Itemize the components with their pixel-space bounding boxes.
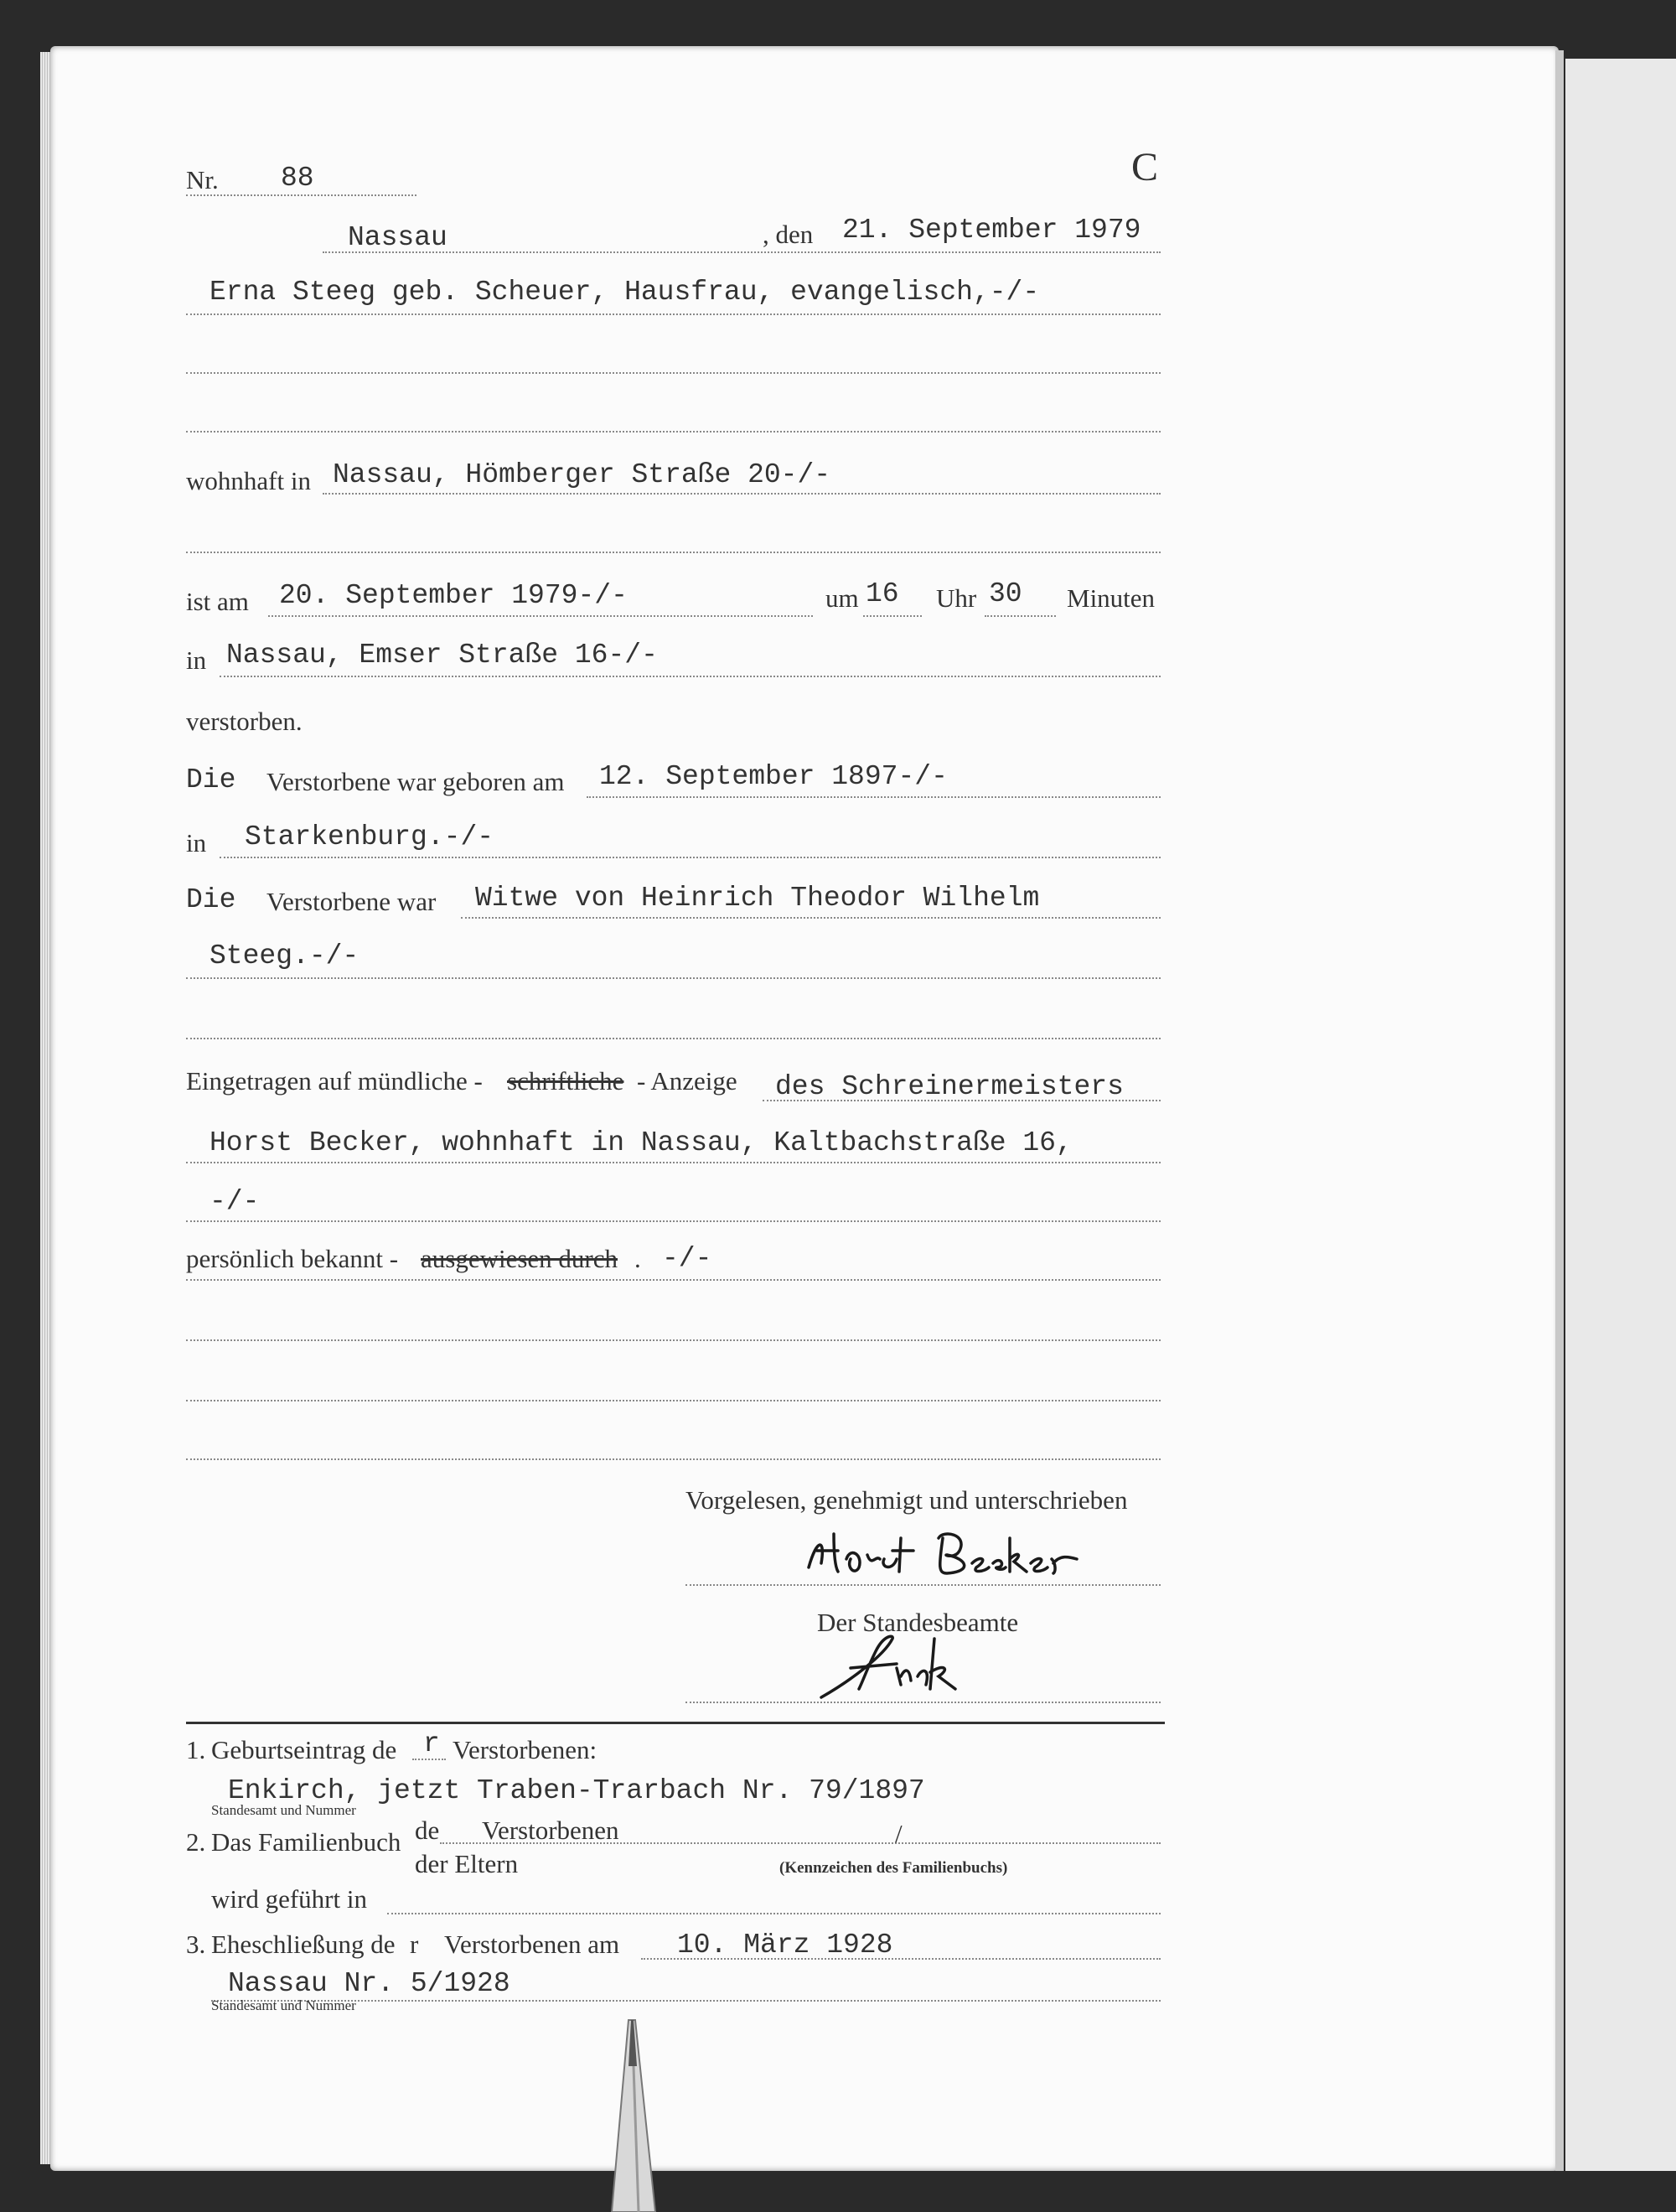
item3-fill: r bbox=[410, 1930, 419, 1959]
registration-value-1: des Schreinermeisters bbox=[775, 1071, 1124, 1102]
registration-line-1 bbox=[763, 1100, 1161, 1101]
birth-place-line bbox=[220, 857, 1161, 858]
death-hour: 16 bbox=[866, 578, 899, 609]
item3-number: 3. bbox=[186, 1930, 206, 1959]
item1-label-b: Verstorbenen: bbox=[453, 1735, 597, 1764]
item2-line bbox=[440, 1842, 1161, 1844]
death-date-value: 20. September 1979-/- bbox=[279, 580, 628, 611]
residence-line bbox=[323, 493, 1161, 495]
item2-number: 2. bbox=[186, 1827, 206, 1857]
registrar-signature-stroke bbox=[821, 1636, 955, 1697]
identity-line-1 bbox=[186, 1279, 1161, 1281]
identity-label-start: persönlich bekannt - bbox=[186, 1244, 399, 1273]
birth-date-value: 12. September 1897-/- bbox=[599, 761, 948, 792]
informant-signature-stroke bbox=[809, 1534, 1077, 1573]
standesamt-label-1: Standesamt und Nummer bbox=[211, 1802, 356, 1818]
name-line bbox=[186, 313, 1161, 315]
status-line-1 bbox=[461, 917, 1161, 919]
birth-die-label: Die bbox=[186, 764, 236, 795]
name-value: Erna Steeg geb. Scheuer, Hausfrau, evangelisch,-/- bbox=[210, 277, 1040, 308]
read-approved-label: Vorgelesen, genehmigt und unterschrieben bbox=[685, 1485, 1128, 1515]
ist-am-label: ist am bbox=[186, 587, 249, 616]
item2-wird: wird geführt in bbox=[211, 1884, 367, 1914]
form-letter: C bbox=[1131, 145, 1159, 189]
item1-fill-line bbox=[412, 1759, 446, 1760]
date-value: 21. September 1979 bbox=[842, 215, 1141, 246]
status-line-3 bbox=[186, 1038, 1161, 1039]
item2-label: Das Familienbuch bbox=[211, 1827, 401, 1857]
informant-signature bbox=[800, 1521, 1102, 1588]
item1-number: 1. bbox=[186, 1735, 206, 1764]
item2-kennzeichen: (Kennzeichen des Familienbuchs) bbox=[779, 1859, 1008, 1877]
identity-line-2 bbox=[186, 1339, 1161, 1341]
birth-place-value: Starkenburg.-/- bbox=[245, 821, 494, 852]
footer-divider bbox=[186, 1722, 1165, 1724]
item1-label-a: Geburtseintrag de bbox=[211, 1735, 397, 1764]
uhr-label: Uhr bbox=[936, 583, 977, 613]
birth-in-label: in bbox=[186, 828, 207, 857]
um-label: um bbox=[825, 583, 859, 613]
verstorben-label: verstorben. bbox=[186, 707, 303, 736]
registration-label-start: Eingetragen auf mündliche - bbox=[186, 1066, 483, 1096]
hour-line bbox=[863, 615, 922, 617]
page-edge bbox=[1555, 50, 1564, 2171]
birth-date-line bbox=[587, 796, 1161, 798]
item2-eltern: der Eltern bbox=[415, 1849, 519, 1878]
item2-de: de bbox=[415, 1816, 440, 1845]
nr-value: 88 bbox=[281, 163, 314, 194]
status-text-label: Verstorbene war bbox=[266, 887, 437, 916]
registrar-signature-line bbox=[685, 1702, 1161, 1703]
death-place-line bbox=[220, 676, 1161, 677]
item3-label-b: Verstorbenen am bbox=[444, 1930, 620, 1959]
den-label: , den bbox=[763, 220, 814, 249]
registration-value-2: Horst Becker, wohnhaft in Nassau, Kaltbachstraße 16, bbox=[210, 1127, 1073, 1158]
item2-fill: Verstorbenen bbox=[482, 1816, 619, 1845]
place-value: Nassau bbox=[348, 222, 447, 253]
informant-signature-line bbox=[685, 1584, 1161, 1586]
status-value-1: Witwe von Heinrich Theodor Wilhelm bbox=[475, 883, 1040, 914]
registration-line-3 bbox=[186, 1220, 1161, 1222]
item3-label-a: Eheschließung de bbox=[211, 1930, 396, 1959]
identity-dot: . bbox=[634, 1244, 641, 1273]
identity-line-4 bbox=[186, 1458, 1161, 1460]
birth-text-label: Verstorbene war geboren am bbox=[266, 767, 565, 796]
facing-page bbox=[1565, 59, 1676, 2171]
name-line-3 bbox=[186, 431, 1161, 433]
status-value-2: Steeg.-/- bbox=[210, 940, 360, 971]
registration-value-3: -/- bbox=[210, 1186, 260, 1217]
item1-fill: r bbox=[423, 1728, 440, 1759]
residence-label: wohnhaft in bbox=[186, 466, 311, 495]
status-die-label: Die bbox=[186, 884, 236, 915]
item2-slash: / bbox=[895, 1819, 903, 1848]
item2-wird-line bbox=[387, 1913, 1161, 1914]
name-line-2 bbox=[186, 372, 1161, 374]
standesamt-label-2: Standesamt und Nummer bbox=[211, 1997, 356, 2013]
place-line bbox=[323, 251, 1161, 253]
item3-date: 10. März 1928 bbox=[677, 1930, 893, 1961]
identity-value: -/- bbox=[662, 1243, 712, 1274]
identity-label-struck: ausgewiesen durch bbox=[421, 1244, 618, 1273]
item3-value: Nassau Nr. 5/1928 bbox=[228, 1968, 510, 1999]
item3-date-line bbox=[641, 1958, 1161, 1960]
registration-line-2 bbox=[186, 1162, 1161, 1163]
identity-line-3 bbox=[186, 1400, 1161, 1401]
minutes-line bbox=[985, 615, 1056, 617]
registration-label-end: - Anzeige bbox=[637, 1066, 737, 1096]
minuten-label: Minuten bbox=[1067, 583, 1156, 613]
residence-line-2 bbox=[186, 552, 1161, 553]
death-in-label: in bbox=[186, 645, 207, 675]
registrar-signature bbox=[817, 1630, 985, 1706]
item1-value: Enkirch, jetzt Traben-Trarbach Nr. 79/1897 bbox=[228, 1775, 925, 1806]
death-date-line bbox=[268, 615, 813, 617]
death-minutes: 30 bbox=[989, 578, 1022, 609]
registration-label-struck: schriftliche bbox=[507, 1066, 624, 1096]
residence-value: Nassau, Hömberger Straße 20-/- bbox=[333, 459, 831, 490]
pen-image bbox=[603, 2016, 662, 2212]
death-place-value: Nassau, Emser Straße 16-/- bbox=[226, 640, 658, 671]
nr-label: Nr. bbox=[186, 165, 219, 194]
registrar-label: Der Standesbeamte bbox=[817, 1608, 1019, 1637]
nr-line bbox=[186, 194, 416, 196]
status-line-2 bbox=[186, 977, 1161, 979]
